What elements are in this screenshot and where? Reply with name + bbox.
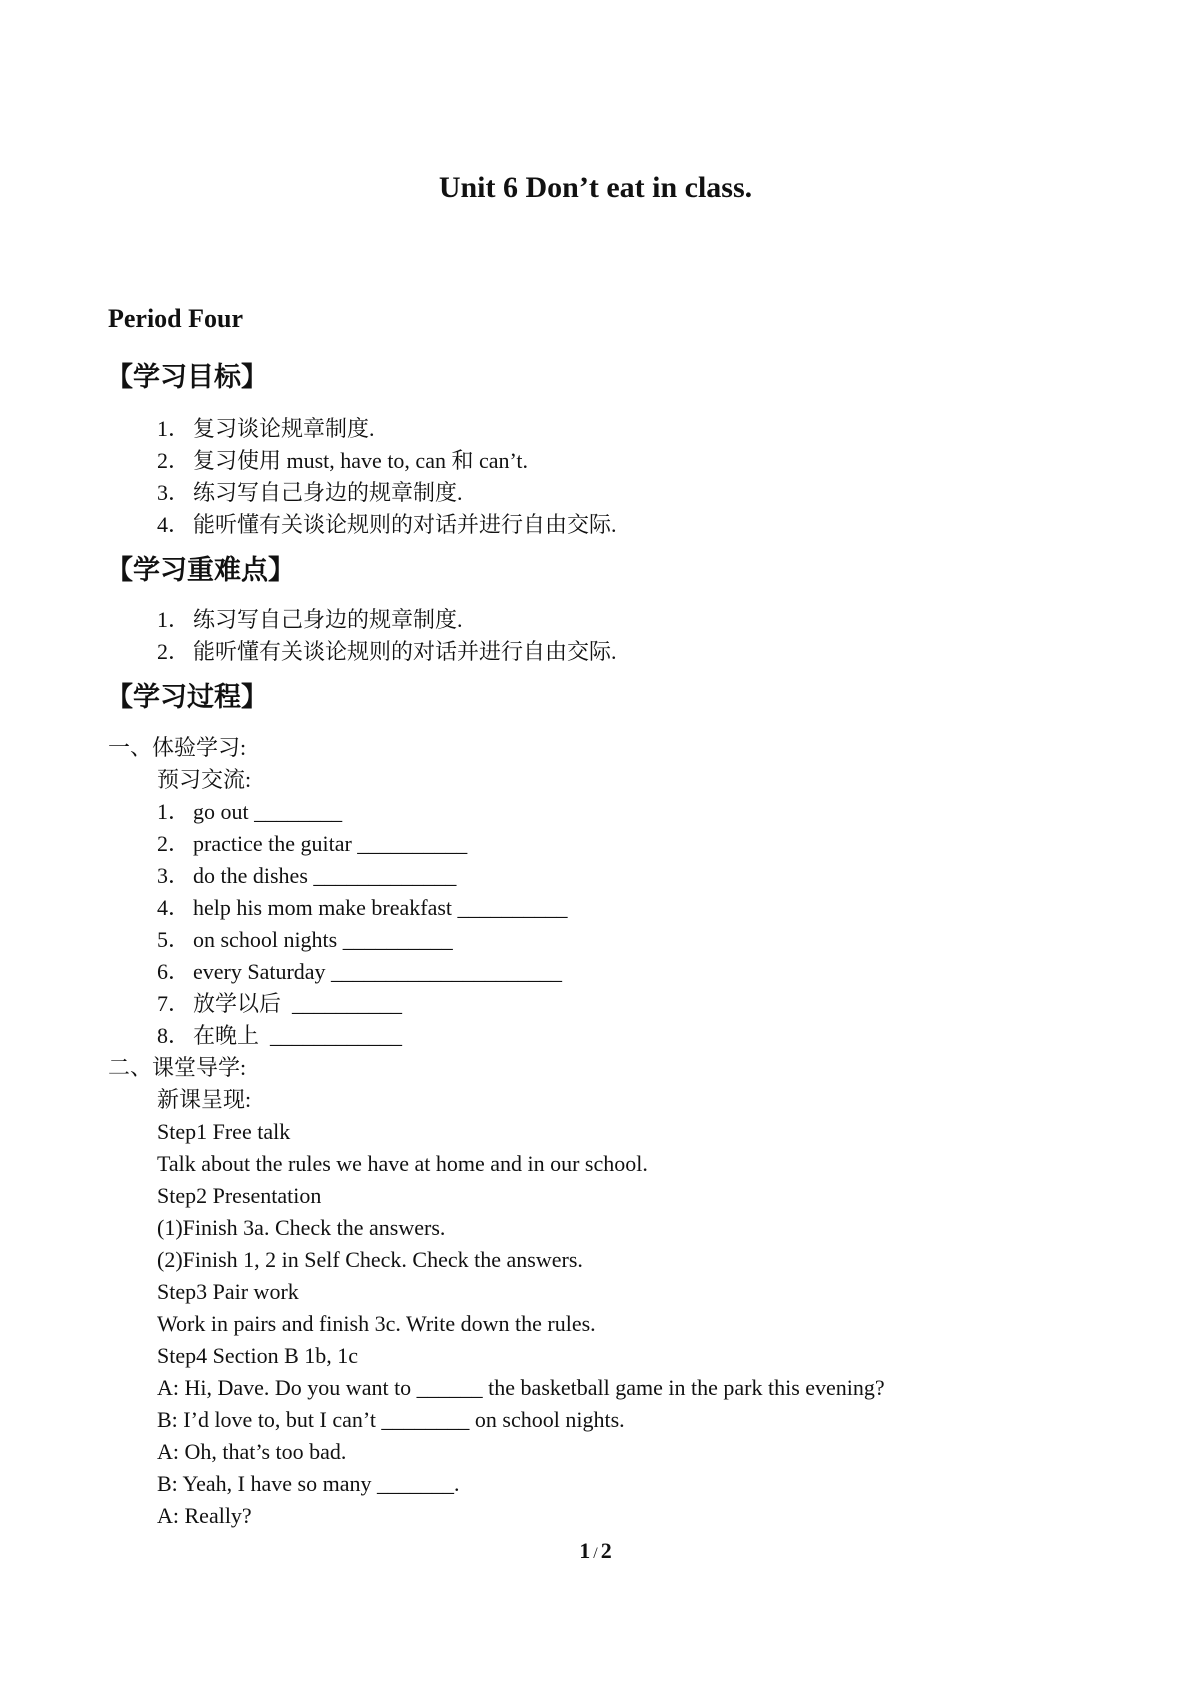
process-heading: 【学习过程】	[106, 682, 268, 713]
dialogue-line: A: Hi, Dave. Do you want to ______ the basketball game in the park this evening?	[157, 1375, 885, 1400]
exercise-item: 1． go out ________	[157, 799, 343, 824]
part2-label: 二、课堂导学:	[108, 1055, 247, 1080]
lesson-line: (2)Finish 1, 2 in Self Check. Check the answers.	[157, 1247, 583, 1272]
part1-label: 一、体验学习:	[108, 735, 247, 760]
key-point-item: 2． 能听懂有关谈论规则的对话并进行自由交际.	[157, 639, 617, 664]
goal-item: 1． 复习谈论规章制度.	[157, 416, 375, 441]
page-current: 1	[579, 1538, 591, 1563]
lesson-line: Step4 Section B 1b, 1c	[157, 1343, 359, 1368]
exercise-item: 8． 在晚上 ____________	[157, 1023, 403, 1048]
key-points-heading: 【学习重难点】	[106, 555, 295, 586]
exercise-item: 2． practice the guitar __________	[157, 831, 468, 856]
page-separator: /	[593, 1545, 598, 1562]
lesson-line: Step3 Pair work	[157, 1279, 299, 1304]
exercise-item: 6． every Saturday _____________________	[157, 959, 563, 984]
goal-item: 3． 练习写自己身边的规章制度.	[157, 480, 463, 505]
lesson-line: Step2 Presentation	[157, 1183, 322, 1208]
exercise-item: 5． on school nights __________	[157, 927, 453, 952]
goals-heading: 【学习目标】	[106, 362, 268, 393]
lesson-line: Step1 Free talk	[157, 1119, 291, 1144]
dialogue-line: A: Oh, that’s too bad.	[157, 1439, 347, 1464]
page-total: 2	[600, 1538, 612, 1563]
lesson-line: Work in pairs and finish 3c. Write down the rules.	[157, 1311, 596, 1336]
dialogue-line: A: Really?	[157, 1503, 252, 1528]
goal-item: 2． 复习使用 must, have to, can 和 can’t.	[157, 448, 529, 473]
period-heading: Period Four	[108, 304, 244, 333]
goal-item: 4． 能听懂有关谈论规则的对话并进行自由交际.	[157, 512, 617, 537]
lesson-line: 新课呈现:	[157, 1087, 252, 1112]
key-point-item: 1． 练习写自己身边的规章制度.	[157, 607, 463, 632]
part1-sub: 预习交流:	[157, 767, 252, 792]
exercise-item: 4． help his mom make breakfast __________	[157, 895, 568, 920]
lesson-line: Talk about the rules we have at home and in our school.	[157, 1151, 648, 1176]
page-number	[0, 1536, 1191, 1569]
dialogue-line: B: I’d love to, but I can’t ________ on school nights.	[157, 1407, 625, 1432]
document-title: Unit 6 Don’t eat in class.	[438, 171, 753, 204]
exercise-item: 3． do the dishes _____________	[157, 863, 457, 888]
lesson-line: (1)Finish 3a. Check the answers.	[157, 1215, 446, 1240]
exercise-item: 7． 放学以后 __________	[157, 991, 403, 1016]
dialogue-line: B: Yeah, I have so many _______.	[157, 1471, 460, 1496]
